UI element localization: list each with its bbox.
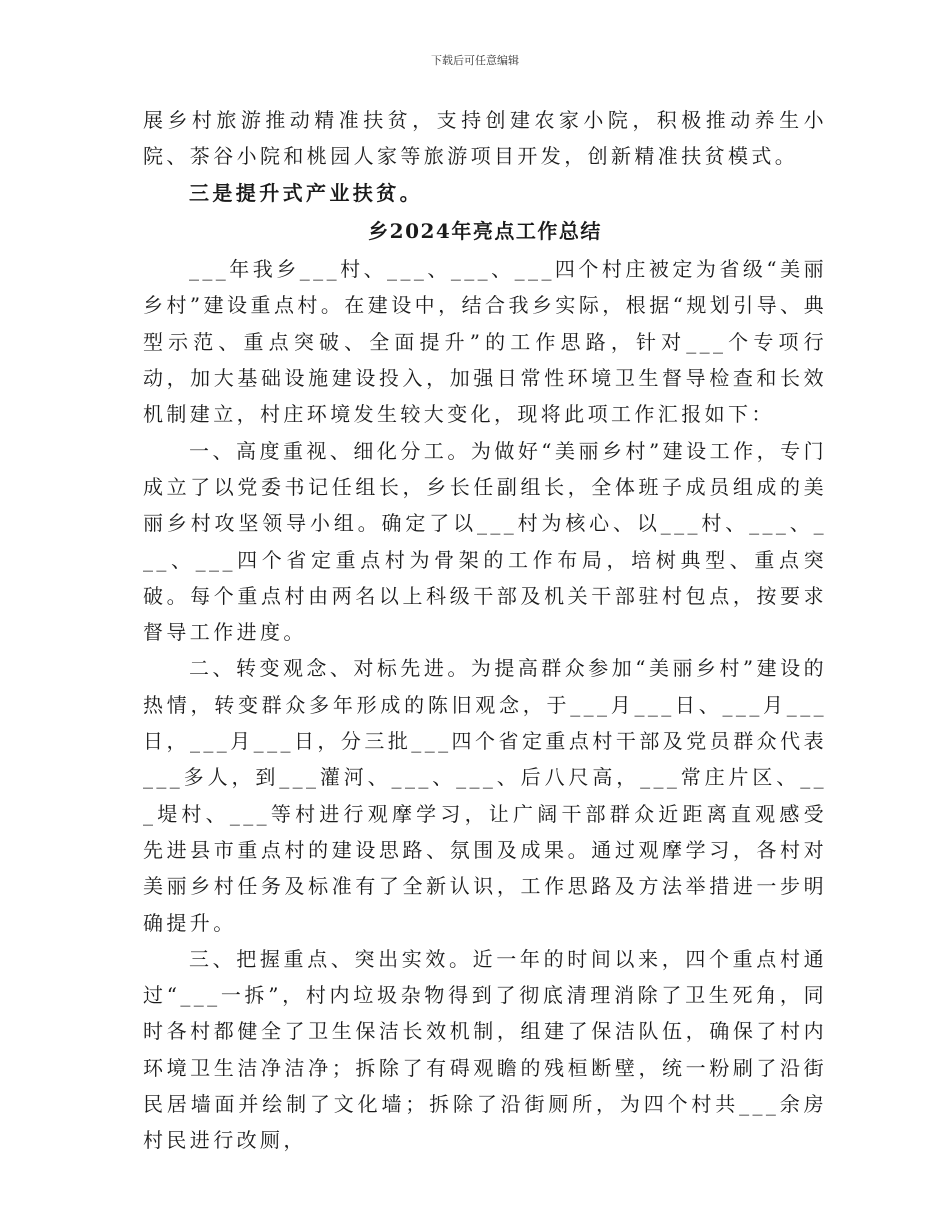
- page-header-note: 下载后可任意编辑: [431, 54, 519, 67]
- document-title: 乡2024年亮点工作总结: [368, 218, 602, 243]
- paragraph-intro: 展乡村旅游推动精准扶贫，支持创建农家小院，积极推动养生小院、茶谷小院和桃园人家等旅游项目开发，创新精准扶贫模式。: [143, 108, 827, 169]
- document-body: [143, 102, 827, 1159]
- paragraph-4: 三、把握重点、突出实效。近一年的时间以来，四个重点村通过“___一拆”，村内垃圾杂物得到了彻底清理消除了卫生死角，同时各村都健全了卫生保洁长效机制，组建了保洁队伍，确保了村内环境卫生洁净洁净；拆除了有碍观瞻的残桓断壁，统一粉刷了沿街民居墙面并绘制了文化墙；拆除了沿街厕所，为四个村共___余房村民进行改厕，: [143, 946, 827, 1153]
- paragraph-3: 二、转变观念、对标先进。为提高群众参加“美丽乡村”建设的热情，转变群众多年形成的陈旧观念，于___月___日、___月___日，___月___日，分三批___四个省定重点村干部及党员群众代表___多人，到___灌河、___、___、后八尺高，___常庄片区、___堤村、___等村进行观摩学习，让广阔干部群众近距离直观感受先进县市重点村的建设思路、氛围及成果。通过观摩学习，各村对美丽乡村任务及标准有了全新认识，工作思路及方法举措进一步明确提升。: [143, 656, 827, 935]
- paragraph-third-point: 三是提升式产业扶贫。: [189, 180, 423, 205]
- paragraph-2: 一、高度重视、细化分工。为做好“美丽乡村”建设工作，专门成立了以党委书记任组长，乡长任副组长，全体班子成员组成的美丽乡村攻坚领导小组。确定了以___村为核心、以___村、___、___、___四个省定重点村为骨架的工作布局，培树典型、重点突破。每个重点村由两名以上科级干部及机关干部驻村包点，按要求督导工作进度。: [143, 438, 827, 645]
- paragraph-1: ___年我乡___村、___、___、___四个村庄被定为省级“美丽乡村”建设重点村。在建设中，结合我乡实际，根据“规划引导、典型示范、重点突破、全面提升”的工作思路，针对___个专项行动，加大基础设施建设投入，加强日常性环境卫生督导检查和长效机制建立，村庄环境发生较大变化，现将此项工作汇报如下：: [143, 257, 827, 427]
